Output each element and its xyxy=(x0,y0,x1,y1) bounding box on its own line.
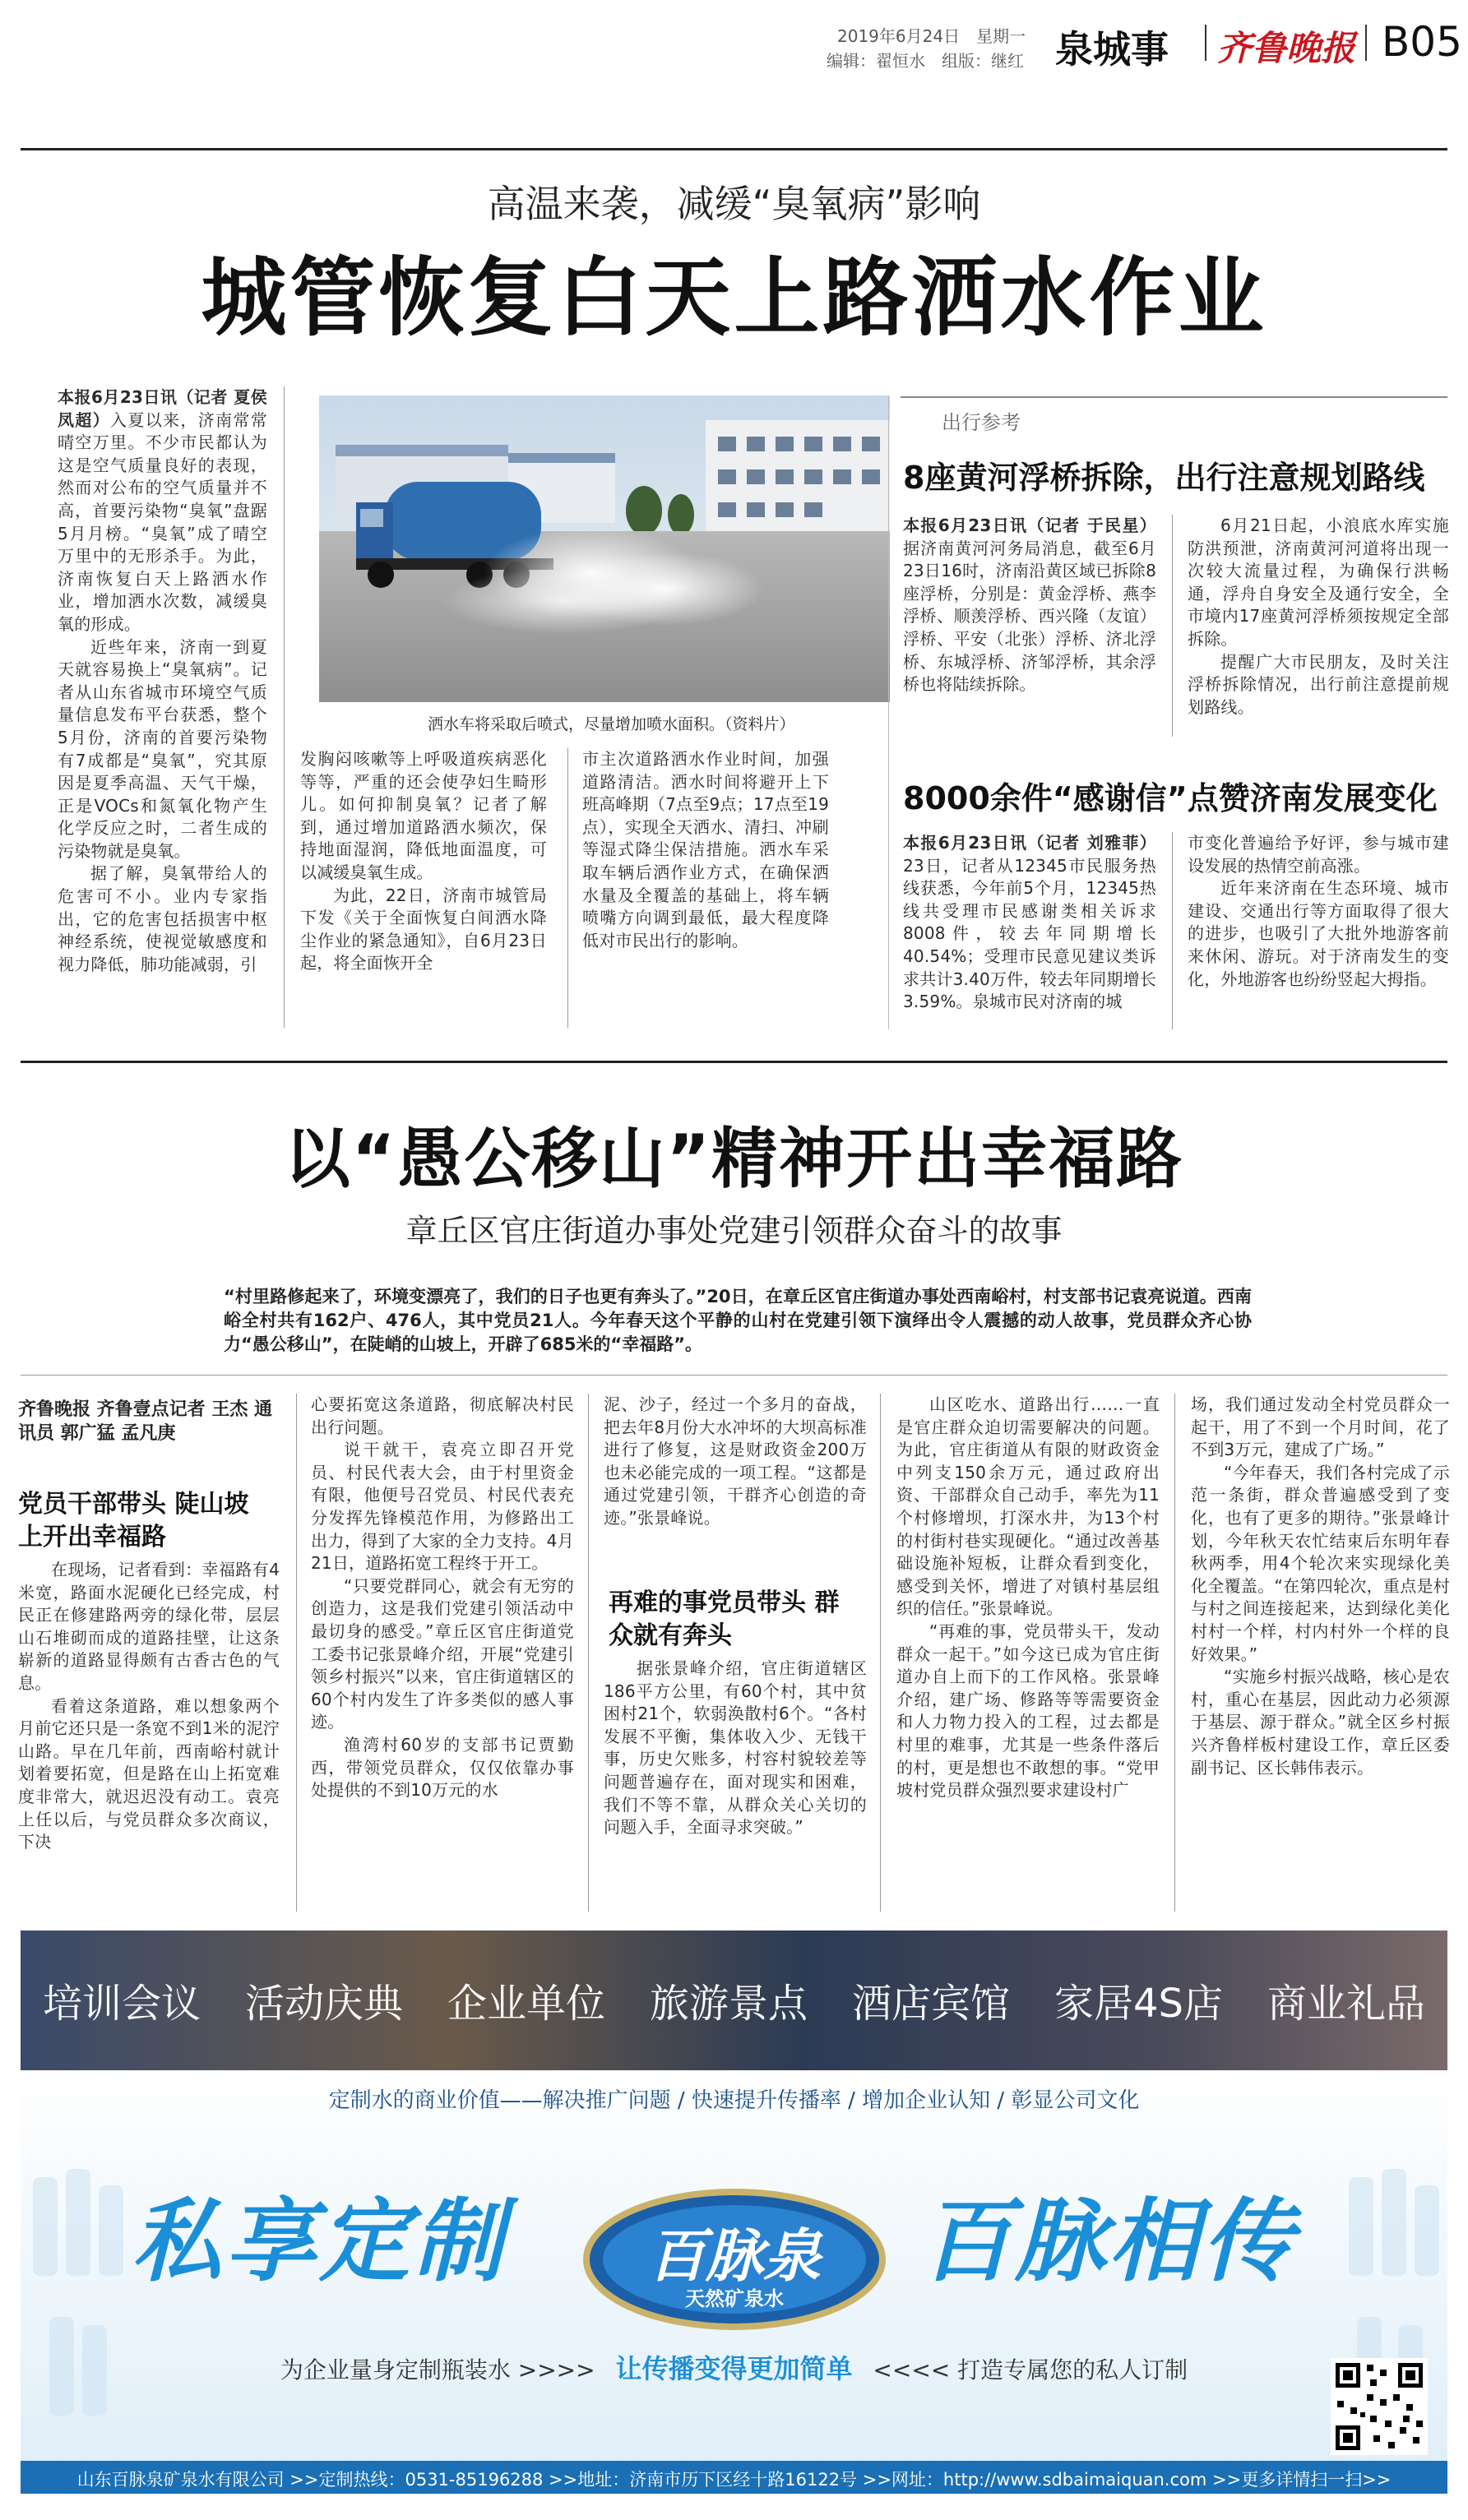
ad-category: 企业单位 xyxy=(447,1981,605,2027)
sidebar-top-rule xyxy=(901,396,1447,398)
article2-column-4 xyxy=(896,1394,1160,1802)
paragraph: 为此，22日，济南市城管局下发《关于全面恢复白间洒水降尘作业的紧急通知》，自6月23日起，将全面恢开全 xyxy=(300,885,547,973)
brand-subtitle: 天然矿泉水 xyxy=(685,2287,784,2310)
column-divider xyxy=(296,1394,297,1912)
ad-category: 活动庆典 xyxy=(244,1981,403,2027)
section-name: 泉城事 xyxy=(1055,27,1169,72)
ad-category: 家居4S店 xyxy=(1054,1981,1223,2027)
brief1-column-1 xyxy=(903,515,1156,696)
paragraph: 泥、沙子，经过一个多月的奋战，把去年8月份大水冲坏的大坝高标准进行了修复，这是财政资金200万也未必能完成的一项工程。“这都是通过党建引领，干群齐心创造的奇迹。”张景峰说。 xyxy=(604,1394,867,1528)
column-divider xyxy=(1172,515,1173,737)
paragraph: 6月21日起，小浪底水库实施防洪预泄，济南黄河河道将出现一次较大流量过程，为确保行洪畅通，浮舟自身安全及通行安全，全市境内17座黄河浮桥须按规定全部拆除。 xyxy=(1188,516,1449,649)
header-date: 2019年6月24日 星期一 xyxy=(837,26,1026,46)
column-divider xyxy=(888,396,889,1029)
paragraph: “再难的事，党员带头干，发动群众一起干。”如今这已成为官庄街道办自上而下的工作风格。张景峰介绍，建广场、修路等等需要资金和人力物力投入的工程，过去都是村里的难事，尤其是一些条件落后的村，更是想也不敢想的事。“党甲坡村党员群众强烈要求建设村广 xyxy=(896,1621,1160,1801)
ad-footer: 山东百脉泉矿泉水有限公司 >>定制热线：0531-85196288 >>地址：济南市历下区经十路16122号 >>网址：http://www.sdbaimaiquan.com >>更多详情扫一扫>> xyxy=(76,2470,1392,2490)
ad-category: 旅游景点 xyxy=(649,1981,808,2027)
ad-value-line: 定制水的商业价值——解决推广问题 / 快速提升传播率 / 增加企业认知 / 彰显公司文化 xyxy=(328,2088,1140,2113)
paragraph: “只要党群同心，就会有无穷的创造力，这是我们党建引领活动中最切身的感受。”章丘区官庄街道党工委书记张景峰介绍，开展“党建引领乡村振兴”以来，官庄街道辖区的60个村内发生了许多类似的感人事迹。 xyxy=(311,1575,574,1732)
ad-category-row xyxy=(21,1972,1447,2028)
ad-slogan-left: 私享定制 xyxy=(132,2189,507,2294)
article2-subhead-1: 党员干部带头 陡山坡上开出幸福路 xyxy=(18,1490,249,1551)
brief1-byline: 本报6月23日讯（记者 于民星） xyxy=(903,516,1156,535)
paragraph: 场，我们通过发动全村党员群众一起干，用了不到一个月时间，花了不到3万元，建成了广场。” xyxy=(1191,1394,1450,1460)
brief2-column-2 xyxy=(1188,832,1449,991)
paragraph: “实施乡村振兴战略，核心是农村，重心在基层，因此动力必须源于基层、源于群众。”就全区乡村振兴齐鲁样板村建设工作，章丘区委副书记、区长韩伟表示。 xyxy=(1191,1667,1450,1778)
column-divider xyxy=(284,386,285,1028)
paragraph: 23日，记者从12345市民服务热线获悉，今年前5个月，12345热线共受理市民感谢类相关诉求8008件，较去年同期增长40.54%；受理市民意见建议类诉求共计3.40万件，较去年同期增长3.59%。泉城市民对济南的城 xyxy=(903,855,1156,1012)
article2-subhead-2: 再难的事党员带头 群众就有奔头 xyxy=(609,1588,840,1650)
column-divider xyxy=(588,1394,589,1912)
ad-tagline-main: 让传播变得更加简单 xyxy=(615,2353,853,2384)
ad-tagline-left: 为企业量身定制瓶装水 >>>> xyxy=(280,2356,595,2384)
paragraph: 市主次道路洒水作业时间，加强道路清洁。洒水时间将避开上下班高峰期（7点至9点；17点至19点），实现全天洒水、清扫、冲刷等湿式降尘保洁措施。洒水车采取车辆后洒作业方式，在确保洒水量及全覆盖的基础上，将车辆喷嘴方向调到最低，最大程度降低对市民出行的影响。 xyxy=(582,749,829,950)
article1-title: 城管恢复白天上路洒水作业 xyxy=(201,247,1267,348)
ad-tagline-row xyxy=(0,2348,1468,2386)
page-number: B05 xyxy=(1382,18,1462,66)
street-sprinkler-photo xyxy=(319,395,890,702)
article2-column-5 xyxy=(1191,1394,1450,1779)
paragraph: 据济南黄河河务局消息，截至6月23日16时，济南沿黄区域已拆除8座浮桥，分别是：黄金浮桥、燕李浮桥、顺羡浮桥、西兴隆（友谊）浮桥、平安（北张）浮桥、济北浮桥、东城浮桥、济邹浮桥，其余浮桥也将陆续拆除。 xyxy=(903,538,1156,695)
brief1-column-2 xyxy=(1188,515,1449,719)
article1-column-1 xyxy=(58,386,267,976)
paragraph: 发胸闷咳嗽等上呼吸道疾病恶化等等，严重的还会使孕妇生畸形儿。如何抑制臭氧？记者了解到，通过增加道路洒水频次，保持地面湿润，降低地面温度，可以减缓臭氧生成。 xyxy=(300,749,547,882)
article-separator xyxy=(21,1061,1447,1063)
brief1-title: 8座黄河浮桥拆除，出行注意规划路线 xyxy=(903,460,1425,496)
paragraph: 山区吃水、道路出行……一直是官庄群众迫切需要解决的问题。为此，官庄街道从有限的财政资金中列支150余万元，通过政府出资、干部群众自己动手，率先为11个村修增坝，打深水井，为13个村的村街村巷实现硬化。“通过改善基础设施补短板，让群众看到变化，感受到关怀，增进了对镇村基层组织的信任。”张景峰说。 xyxy=(896,1394,1160,1619)
header-divider xyxy=(1365,25,1367,61)
article2-column-3b xyxy=(604,1658,867,1839)
paragraph: 渔湾村60岁的支部书记贾勤西，带领党员群众，仅仅依靠办事处提供的不到10万元的水 xyxy=(311,1734,574,1801)
brief2-byline: 本报6月23日讯（记者 刘雅菲） xyxy=(903,833,1156,853)
paragraph: 据了解，臭氧带给人的危害可不小。业内专家指出，它的危害包括损害中枢神经系统，使视觉敏感度和视力降低，肺功能减弱，引 xyxy=(58,863,267,974)
brand-name: 百脉泉 xyxy=(648,2222,821,2290)
article2-byline: 齐鲁晚报 齐鲁壹点记者 王杰 通讯员 郭广猛 孟凡庚 xyxy=(18,1399,272,1444)
article1-subtitle: 高温来袭，减缓“臭氧病”影响 xyxy=(487,182,981,226)
paragraph: 近年来济南在生态环境、城市建设、交通出行等方面取得了很大的进步，也吸引了大批外地游客前来休闲、游玩。对于济南发生的变化，外地游客也纷纷竖起大拇指。 xyxy=(1188,878,1449,989)
article1-byline: 本报6月23日讯（记者 夏侯凤超） xyxy=(58,387,267,430)
paragraph: 提醒广大市民朋友，及时关注浮桥拆除情况，出行前注意提前规划路线。 xyxy=(1188,651,1449,717)
ad-category: 培训会议 xyxy=(42,1981,201,2027)
ad-tagline-right: <<<< 打造专属您的私人订制 xyxy=(873,2356,1188,2384)
advertisement xyxy=(0,1930,1468,2520)
sidebar-label: 出行参考 xyxy=(942,411,1021,434)
paragraph: 市变化普遍给予好评，参与城市建设发展的热情空前高涨。 xyxy=(1188,833,1449,876)
column-divider xyxy=(1172,832,1173,1029)
paragraph: 在现场，记者看到：幸福路有4米宽，路面水泥硬化已经完成，村民正在修建路两旁的绿化带，层层山石堆砌而成的道路挂壁，让这条崭新的道路显得颇有古香古色的气息。 xyxy=(18,1560,280,1693)
article2-subtitle: 章丘区官庄街道办事处党建引领群众奋斗的故事 xyxy=(405,1213,1063,1249)
brief2-column-1 xyxy=(903,832,1156,1014)
article2-column-2 xyxy=(311,1394,574,1802)
lead-rule xyxy=(21,1375,1447,1376)
paragraph: 说干就干，袁亮立即召开党员、村民代表大会，由于村里资金有限，他便号召党员、村民代表充分发挥先锋模范作用，为修路出工出力，得到了大家的全力支持。4月21日，道路拓宽工程终于开工。 xyxy=(311,1440,574,1574)
paragraph: 心要拓宽这条道路，彻底解决村民出行问题。 xyxy=(311,1394,574,1437)
article2-title: 以“愚公移山”精神开出幸福路 xyxy=(284,1121,1184,1197)
header-divider xyxy=(1205,25,1206,61)
paragraph: 近些年来，济南一到夏天就容易换上“臭氧病”。记者从山东省城市环境空气质量信息发布平台获悉，整个5月份，济南的首要污染物有7成都是“臭氧”，究其原因是夏季高温、天气干燥，正是VOCs和氮氧化物产生化学反应之时，二者生成的污染物就是臭氧。 xyxy=(58,636,267,861)
column-divider xyxy=(880,1394,881,1912)
ad-slogan-right: 百脉相传 xyxy=(921,2189,1296,2294)
photo-caption: 洒水车将采取后喷式，尽量增加喷水面积。（资料片） xyxy=(428,715,795,733)
article1-column-3 xyxy=(582,748,829,952)
paragraph: 看着这条道路，难以想象两个月前它还只是一条宽不到1米的泥泞山路。早在几年前，西南峪村就计划着要拓宽，但是路在山上拓宽难度非常大，就迟迟没有动工。袁亮上任以后，与党员群众多次商议，下决 xyxy=(18,1695,280,1852)
newspaper-logo: 齐鲁晚报 xyxy=(1217,28,1356,68)
article2-lead: “村里路修起来了，环境变漂亮了，我们的日子也更有奔头了。”20日，在章丘区官庄街道办事处西南峪村，村支部书记袁亮说道。西南峪全村共有162户、476人，其中党员21人。今年春天这个平静的山村在党建引领下演绎出令人震撼的动人故事，党员群众齐心协力“愚公移山”，在陡峭的山坡上，开辟了685米的“幸福路”。 xyxy=(224,1287,1252,1354)
paragraph: 据张景峰介绍，官庄街道辖区186平方公里，有60个村，其中贫困村21个，软弱涣散村6个。“各村发展不平衡，集体收入少、无钱干事，历史欠账多，村容村貌较差等问题普遍存在，面对现实和困难，我们不等不靠，从群众关心关切的问题入手，全面寻求突破。” xyxy=(604,1658,867,1838)
brief2-title: 8000余件“感谢信”点赞济南发展变化 xyxy=(903,780,1438,816)
paragraph: “今年春天，我们各村完成了示范一条街，群众普遍感受到了变化，也有了更多的期待。”张景峰计划，今年秋天农忙结束后东明年春秋两季，用4个轮次来实现绿化美化全覆盖。“在第四轮次，重点是村与村之间连接起来，达到绿化美化村村一个样，村内村外一个样的良好效果。” xyxy=(1191,1462,1450,1664)
column-divider xyxy=(567,748,568,1028)
ad-category: 商业礼品 xyxy=(1267,1981,1425,2027)
column-divider xyxy=(1174,1394,1175,1912)
article2-column-1 xyxy=(18,1559,280,1854)
paragraph: 入夏以来，济南常常晴空万里。不少市民都认为这是空气质量良好的表现，然而对公布的空气质量并不高，首要污染物“臭氧”盘踞5月月榜。“臭氧”成了晴空万里中的无形杀手。为此，济南恢复白天上路洒水作业，增加洒水次数，减缓臭氧的形成。 xyxy=(58,409,267,634)
header-editor: 编辑：翟恒水 组版：继红 xyxy=(827,51,1024,71)
article2-column-3a xyxy=(604,1394,867,1530)
article1-column-2 xyxy=(300,748,547,975)
ad-category: 酒店宾馆 xyxy=(851,1981,1010,2027)
header-rule xyxy=(21,148,1447,150)
